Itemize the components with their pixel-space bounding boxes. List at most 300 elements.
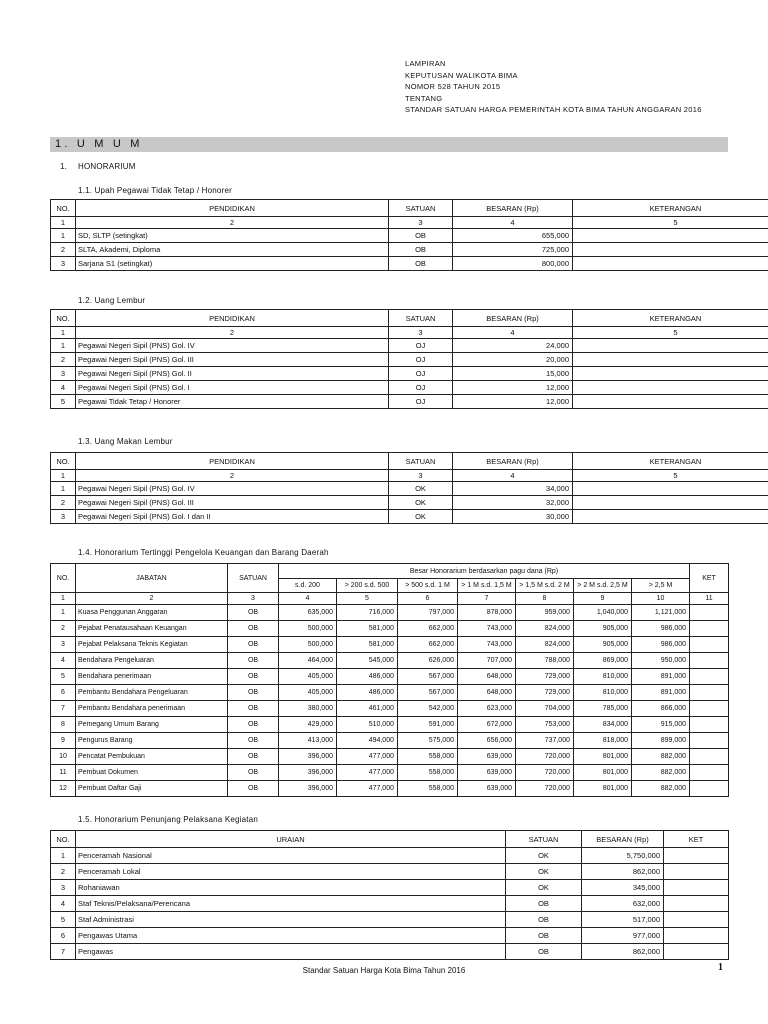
column-number: 4: [453, 470, 573, 482]
row-value: 785,000: [574, 701, 632, 717]
column-number: 2: [76, 327, 389, 339]
column-number-row: [51, 593, 729, 605]
row-no: 10: [51, 749, 76, 765]
row-besaran: 24,000: [453, 339, 573, 353]
row-satuan: OK: [506, 864, 582, 880]
row-value: 866,000: [632, 701, 690, 717]
row-besaran: 800,000: [453, 257, 573, 271]
row-no: 1: [51, 848, 76, 864]
row-besaran: 30,000: [453, 510, 573, 524]
header-pendidikan: PENDIDIKAN: [76, 200, 389, 217]
table-honorarium-penunjang: [50, 830, 729, 960]
row-value: 639,000: [458, 781, 516, 797]
column-number: 5: [337, 593, 398, 605]
row-value: 882,000: [632, 781, 690, 797]
table-row: [51, 482, 768, 496]
row-value: 486,000: [337, 669, 398, 685]
row-no: 6: [51, 685, 76, 701]
subsection-title: HONORARIUM: [78, 162, 136, 171]
row-item: Sarjana S1 (setingkat): [76, 257, 389, 271]
table-row: [51, 353, 768, 367]
row-satuan: OB: [228, 637, 279, 653]
row-value: 743,000: [458, 637, 516, 653]
row-no: 5: [51, 912, 76, 928]
column-number: 3: [389, 217, 453, 229]
table2-title: 1.2. Uang Lembur: [78, 296, 146, 305]
header-besaran: BESARAN (Rp): [453, 200, 573, 217]
column-number: 5: [573, 217, 768, 229]
row-value: 720,000: [516, 749, 574, 765]
table-row: [51, 381, 768, 395]
header-range: > 200 s.d. 500: [337, 579, 398, 593]
row-jabatan: Pembantu Bendahara penerimaan: [76, 701, 228, 717]
row-besaran: 725,000: [453, 243, 573, 257]
header-jabatan: JABATAN: [76, 564, 228, 593]
row-value: 1,121,000: [632, 605, 690, 621]
column-number: 2: [76, 470, 389, 482]
row-no: 2: [51, 621, 76, 637]
row-value: 405,000: [279, 669, 337, 685]
row-value: 729,000: [516, 669, 574, 685]
row-value: 737,000: [516, 733, 574, 749]
table-row: [51, 637, 729, 653]
row-satuan: OJ: [389, 395, 453, 409]
column-number: 3: [389, 470, 453, 482]
header-ket: KET: [664, 831, 729, 848]
header-no: NO.: [51, 831, 76, 848]
row-ket: [664, 896, 729, 912]
row-no: 4: [51, 896, 76, 912]
row-value: 834,000: [574, 717, 632, 733]
table-row: [51, 848, 729, 864]
header-pendidikan: PENDIDIKAN: [76, 310, 389, 327]
table-row: [51, 765, 729, 781]
row-item: Pegawai Negeri Sipil (PNS) Gol. I dan II: [76, 510, 389, 524]
row-satuan: OB: [506, 944, 582, 960]
column-number: 3: [228, 593, 279, 605]
column-number-row: [51, 470, 768, 482]
row-satuan: OB: [389, 243, 453, 257]
row-jabatan: Pengurus Barang: [76, 733, 228, 749]
row-value: 899,000: [632, 733, 690, 749]
header-keterangan: KETERANGAN: [573, 453, 768, 470]
row-satuan: OB: [228, 781, 279, 797]
table-row: [51, 781, 729, 797]
row-keterangan: [573, 482, 768, 496]
row-uraian: Staf Teknis/Pelaksana/Perencana: [76, 896, 506, 912]
column-number-row: [51, 327, 768, 339]
row-keterangan: [573, 339, 768, 353]
row-no: 1: [51, 339, 76, 353]
row-value: 429,000: [279, 717, 337, 733]
row-value: 380,000: [279, 701, 337, 717]
table-header-row: [51, 310, 768, 327]
row-satuan: OB: [389, 257, 453, 271]
row-value: 494,000: [337, 733, 398, 749]
table-row: [51, 669, 729, 685]
row-jabatan: Pemegang Umum Barang: [76, 717, 228, 733]
row-keterangan: [573, 381, 768, 395]
row-value: 1,040,000: [574, 605, 632, 621]
row-no: 2: [51, 496, 76, 510]
table5-title: 1.5. Honorarium Penunjang Pelaksana Kegiatan: [78, 815, 259, 824]
header-range: > 2 M s.d. 2,5 M: [574, 579, 632, 593]
row-value: 824,000: [516, 637, 574, 653]
row-satuan: OJ: [389, 367, 453, 381]
table-row: [51, 243, 768, 257]
row-jabatan: Pencatat Pembukuan: [76, 749, 228, 765]
row-jabatan: Pembantu Bendahara Pengeluaran: [76, 685, 228, 701]
row-value: 891,000: [632, 669, 690, 685]
row-no: 2: [51, 353, 76, 367]
row-satuan: OB: [506, 928, 582, 944]
table4-title: 1.4. Honorarium Tertinggi Pengelola Keuangan dan Barang Daerah: [78, 548, 329, 557]
header-satuan: SATUAN: [506, 831, 582, 848]
row-no: 2: [51, 243, 76, 257]
row-ket: [690, 653, 729, 669]
row-value: 891,000: [632, 685, 690, 701]
header-lampiran: LAMPIRAN: [405, 59, 446, 68]
row-no: 3: [51, 257, 76, 271]
row-value: 558,000: [398, 781, 458, 797]
row-jabatan: Pejabat Penatausahaan Keuangan: [76, 621, 228, 637]
row-item: Pegawai Negeri Sipil (PNS) Gol. IV: [76, 339, 389, 353]
row-no: 3: [51, 880, 76, 896]
row-satuan: OK: [389, 510, 453, 524]
row-value: 869,000: [574, 653, 632, 669]
row-uraian: Penceramah Lokal: [76, 864, 506, 880]
row-ket: [690, 749, 729, 765]
row-satuan: OB: [228, 749, 279, 765]
row-value: 810,000: [574, 685, 632, 701]
header-no: NO.: [51, 200, 76, 217]
header-keputusan: KEPUTUSAN WALIKOTA BIMA: [405, 70, 518, 80]
row-satuan: OB: [228, 621, 279, 637]
row-ket: [690, 621, 729, 637]
row-no: 9: [51, 733, 76, 749]
row-value: 591,000: [398, 717, 458, 733]
row-value: 545,000: [337, 653, 398, 669]
row-no: 7: [51, 944, 76, 960]
row-value: 581,000: [337, 621, 398, 637]
row-value: 818,000: [574, 733, 632, 749]
row-besaran: 20,000: [453, 353, 573, 367]
column-number: 5: [573, 470, 768, 482]
row-value: 639,000: [458, 749, 516, 765]
row-no: 5: [51, 669, 76, 685]
row-keterangan: [573, 510, 768, 524]
table-row: [51, 880, 729, 896]
row-value: 788,000: [516, 653, 574, 669]
row-value: 510,000: [337, 717, 398, 733]
table-row: [51, 229, 768, 243]
row-no: 3: [51, 637, 76, 653]
row-no: 1: [51, 482, 76, 496]
column-number: 1: [51, 327, 76, 339]
row-value: 635,000: [279, 605, 337, 621]
column-number-row: [51, 217, 768, 229]
column-number: 7: [458, 593, 516, 605]
row-besaran: 632,000: [582, 896, 664, 912]
section-bar: 1. U M U M: [50, 137, 728, 152]
row-uraian: Rohaniawan: [76, 880, 506, 896]
row-ket: [690, 685, 729, 701]
column-number: 2: [76, 217, 389, 229]
row-no: 7: [51, 701, 76, 717]
row-value: 396,000: [279, 765, 337, 781]
column-number: 8: [516, 593, 574, 605]
table-row: [51, 367, 768, 381]
row-value: 905,000: [574, 637, 632, 653]
table-row: [51, 395, 768, 409]
row-value: 396,000: [279, 781, 337, 797]
row-ket: [664, 864, 729, 880]
row-besaran: 34,000: [453, 482, 573, 496]
header-nomor: NOMOR 528 TAHUN 2015: [405, 82, 501, 91]
row-satuan: OJ: [389, 353, 453, 367]
row-value: 581,000: [337, 637, 398, 653]
header-no: NO.: [51, 564, 76, 593]
row-value: 656,000: [458, 733, 516, 749]
table-header-row-1: [51, 564, 729, 579]
row-besaran: 5,750,000: [582, 848, 664, 864]
row-value: 720,000: [516, 781, 574, 797]
footer-text: Standar Satuan Harga Kota Bima Tahun 2016: [302, 966, 466, 975]
header-besaran: BESARAN (Rp): [453, 453, 573, 470]
column-number: 6: [398, 593, 458, 605]
column-number: 2: [76, 593, 228, 605]
row-ket: [664, 944, 729, 960]
table-row: [51, 496, 768, 510]
row-ket: [690, 701, 729, 717]
row-satuan: OK: [389, 496, 453, 510]
header-besaran: BESARAN (Rp): [453, 310, 573, 327]
column-number: 4: [279, 593, 337, 605]
row-satuan: OK: [506, 880, 582, 896]
row-ket: [664, 848, 729, 864]
row-keterangan: [573, 257, 768, 271]
row-uraian: Penceramah Nasional: [76, 848, 506, 864]
header-no: NO.: [51, 453, 76, 470]
row-no: 11: [51, 765, 76, 781]
row-satuan: OJ: [389, 339, 453, 353]
row-value: 662,000: [398, 621, 458, 637]
row-no: 4: [51, 381, 76, 395]
page-number: 1: [718, 962, 723, 973]
header-range: > 1 M s.d. 1,5 M: [458, 579, 516, 593]
table-row: [51, 733, 729, 749]
column-number: 5: [573, 327, 768, 339]
row-satuan: OB: [228, 685, 279, 701]
row-value: 662,000: [398, 637, 458, 653]
header-satuan: SATUAN: [389, 200, 453, 217]
header-range: > 1,5 M s.d. 2 M: [516, 579, 574, 593]
row-value: 716,000: [337, 605, 398, 621]
table1-title: 1.1. Upah Pegawai Tidak Tetap / Honorer: [78, 186, 232, 195]
row-value: 396,000: [279, 749, 337, 765]
row-no: 6: [51, 928, 76, 944]
row-item: Pegawai Negeri Sipil (PNS) Gol. I: [76, 381, 389, 395]
row-satuan: OB: [228, 765, 279, 781]
row-value: 986,000: [632, 621, 690, 637]
table-row: [51, 912, 729, 928]
row-keterangan: [573, 496, 768, 510]
row-satuan: OB: [506, 896, 582, 912]
row-besaran: 15,000: [453, 367, 573, 381]
header-ket: KET: [690, 564, 729, 593]
row-satuan: OB: [228, 701, 279, 717]
table-row: [51, 701, 729, 717]
row-jabatan: Kuasa Penggunan Anggaran: [76, 605, 228, 621]
table-row: [51, 605, 729, 621]
row-satuan: OK: [389, 482, 453, 496]
row-no: 5: [51, 395, 76, 409]
row-value: 707,000: [458, 653, 516, 669]
row-besaran: 862,000: [582, 864, 664, 880]
table-row: [51, 944, 729, 960]
row-value: 500,000: [279, 621, 337, 637]
header-uraian: URAIAN: [76, 831, 506, 848]
row-ket: [690, 717, 729, 733]
row-jabatan: Pembuat Dokumen: [76, 765, 228, 781]
row-satuan: OJ: [389, 381, 453, 395]
table-header-row: [51, 453, 768, 470]
column-number: 4: [453, 217, 573, 229]
table-header-row: [51, 200, 768, 217]
row-value: 626,000: [398, 653, 458, 669]
row-value: 753,000: [516, 717, 574, 733]
header-keterangan: KETERANGAN: [573, 200, 768, 217]
row-no: 12: [51, 781, 76, 797]
table-row: [51, 685, 729, 701]
row-value: 986,000: [632, 637, 690, 653]
row-besaran: 32,000: [453, 496, 573, 510]
row-keterangan: [573, 395, 768, 409]
row-jabatan: Bendahara penerimaan: [76, 669, 228, 685]
row-value: 801,000: [574, 781, 632, 797]
row-value: 672,000: [458, 717, 516, 733]
row-ket: [690, 669, 729, 685]
header-range: s.d. 200: [279, 579, 337, 593]
row-value: 915,000: [632, 717, 690, 733]
row-uraian: Pengawas: [76, 944, 506, 960]
row-item: Pegawai Negeri Sipil (PNS) Gol. III: [76, 353, 389, 367]
row-keterangan: [573, 229, 768, 243]
row-value: 413,000: [279, 733, 337, 749]
row-satuan: OB: [228, 717, 279, 733]
row-value: 567,000: [398, 685, 458, 701]
row-besaran: 977,000: [582, 928, 664, 944]
row-item: SLTA, Akademi, Diploma: [76, 243, 389, 257]
row-value: 558,000: [398, 765, 458, 781]
row-ket: [690, 733, 729, 749]
row-ket: [664, 928, 729, 944]
row-value: 648,000: [458, 669, 516, 685]
row-besaran: 12,000: [453, 395, 573, 409]
table-header-row: [51, 831, 729, 848]
column-number: 9: [574, 593, 632, 605]
row-item: SD, SLTP (setingkat): [76, 229, 389, 243]
row-value: 824,000: [516, 621, 574, 637]
row-ket: [690, 637, 729, 653]
table-row: [51, 896, 729, 912]
subsection-number: 1.: [60, 162, 68, 171]
row-value: 639,000: [458, 765, 516, 781]
header-keterangan: KETERANGAN: [573, 310, 768, 327]
row-value: 461,000: [337, 701, 398, 717]
row-value: 648,000: [458, 685, 516, 701]
header-judul: STANDAR SATUAN HARGA PEMERINTAH KOTA BIMA TAHUN ANGGARAN 2016: [405, 105, 702, 114]
row-jabatan: Pejabat Pelaksana Teknis Kegiatan: [76, 637, 228, 653]
table-row: [51, 749, 729, 765]
row-no: 1: [51, 605, 76, 621]
row-satuan: OB: [389, 229, 453, 243]
row-value: 542,000: [398, 701, 458, 717]
header-besaran: BESARAN (Rp): [582, 831, 664, 848]
column-number: 4: [453, 327, 573, 339]
row-besaran: 12,000: [453, 381, 573, 395]
row-uraian: Staf Administrasi: [76, 912, 506, 928]
table-row: [51, 621, 729, 637]
row-value: 797,000: [398, 605, 458, 621]
row-satuan: OB: [228, 653, 279, 669]
row-besaran: 862,000: [582, 944, 664, 960]
header-satuan: SATUAN: [389, 453, 453, 470]
row-value: 729,000: [516, 685, 574, 701]
row-no: 4: [51, 653, 76, 669]
row-besaran: 345,000: [582, 880, 664, 896]
row-value: 882,000: [632, 765, 690, 781]
row-satuan: OB: [228, 669, 279, 685]
row-uraian: Pengawas Utama: [76, 928, 506, 944]
row-value: 500,000: [279, 637, 337, 653]
row-keterangan: [573, 367, 768, 381]
table-row: [51, 864, 729, 880]
row-value: 801,000: [574, 765, 632, 781]
header-satuan: SATUAN: [228, 564, 279, 593]
row-ket: [690, 765, 729, 781]
column-number: 11: [690, 593, 729, 605]
column-number: 10: [632, 593, 690, 605]
header-no: NO.: [51, 310, 76, 327]
row-value: 405,000: [279, 685, 337, 701]
row-value: 959,000: [516, 605, 574, 621]
row-value: 477,000: [337, 765, 398, 781]
row-value: 486,000: [337, 685, 398, 701]
header-range: > 2,5 M: [632, 579, 690, 593]
header-tentang: TENTANG: [405, 93, 443, 103]
row-besaran: 517,000: [582, 912, 664, 928]
header-pendidikan: PENDIDIKAN: [76, 453, 389, 470]
table-makan-lembur: [50, 452, 768, 524]
row-satuan: OB: [228, 605, 279, 621]
column-number: 1: [51, 470, 76, 482]
row-no: 8: [51, 717, 76, 733]
row-value: 623,000: [458, 701, 516, 717]
table-row: [51, 653, 729, 669]
row-item: Pegawai Negeri Sipil (PNS) Gol. IV: [76, 482, 389, 496]
row-value: 801,000: [574, 749, 632, 765]
row-satuan: OB: [228, 733, 279, 749]
row-ket: [664, 912, 729, 928]
row-value: 810,000: [574, 669, 632, 685]
row-no: 1: [51, 229, 76, 243]
row-value: 878,000: [458, 605, 516, 621]
row-value: 704,000: [516, 701, 574, 717]
row-item: Pegawai Tidak Tetap / Honorer: [76, 395, 389, 409]
table-honorarium-pengelola: [50, 563, 729, 797]
table-row: [51, 339, 768, 353]
